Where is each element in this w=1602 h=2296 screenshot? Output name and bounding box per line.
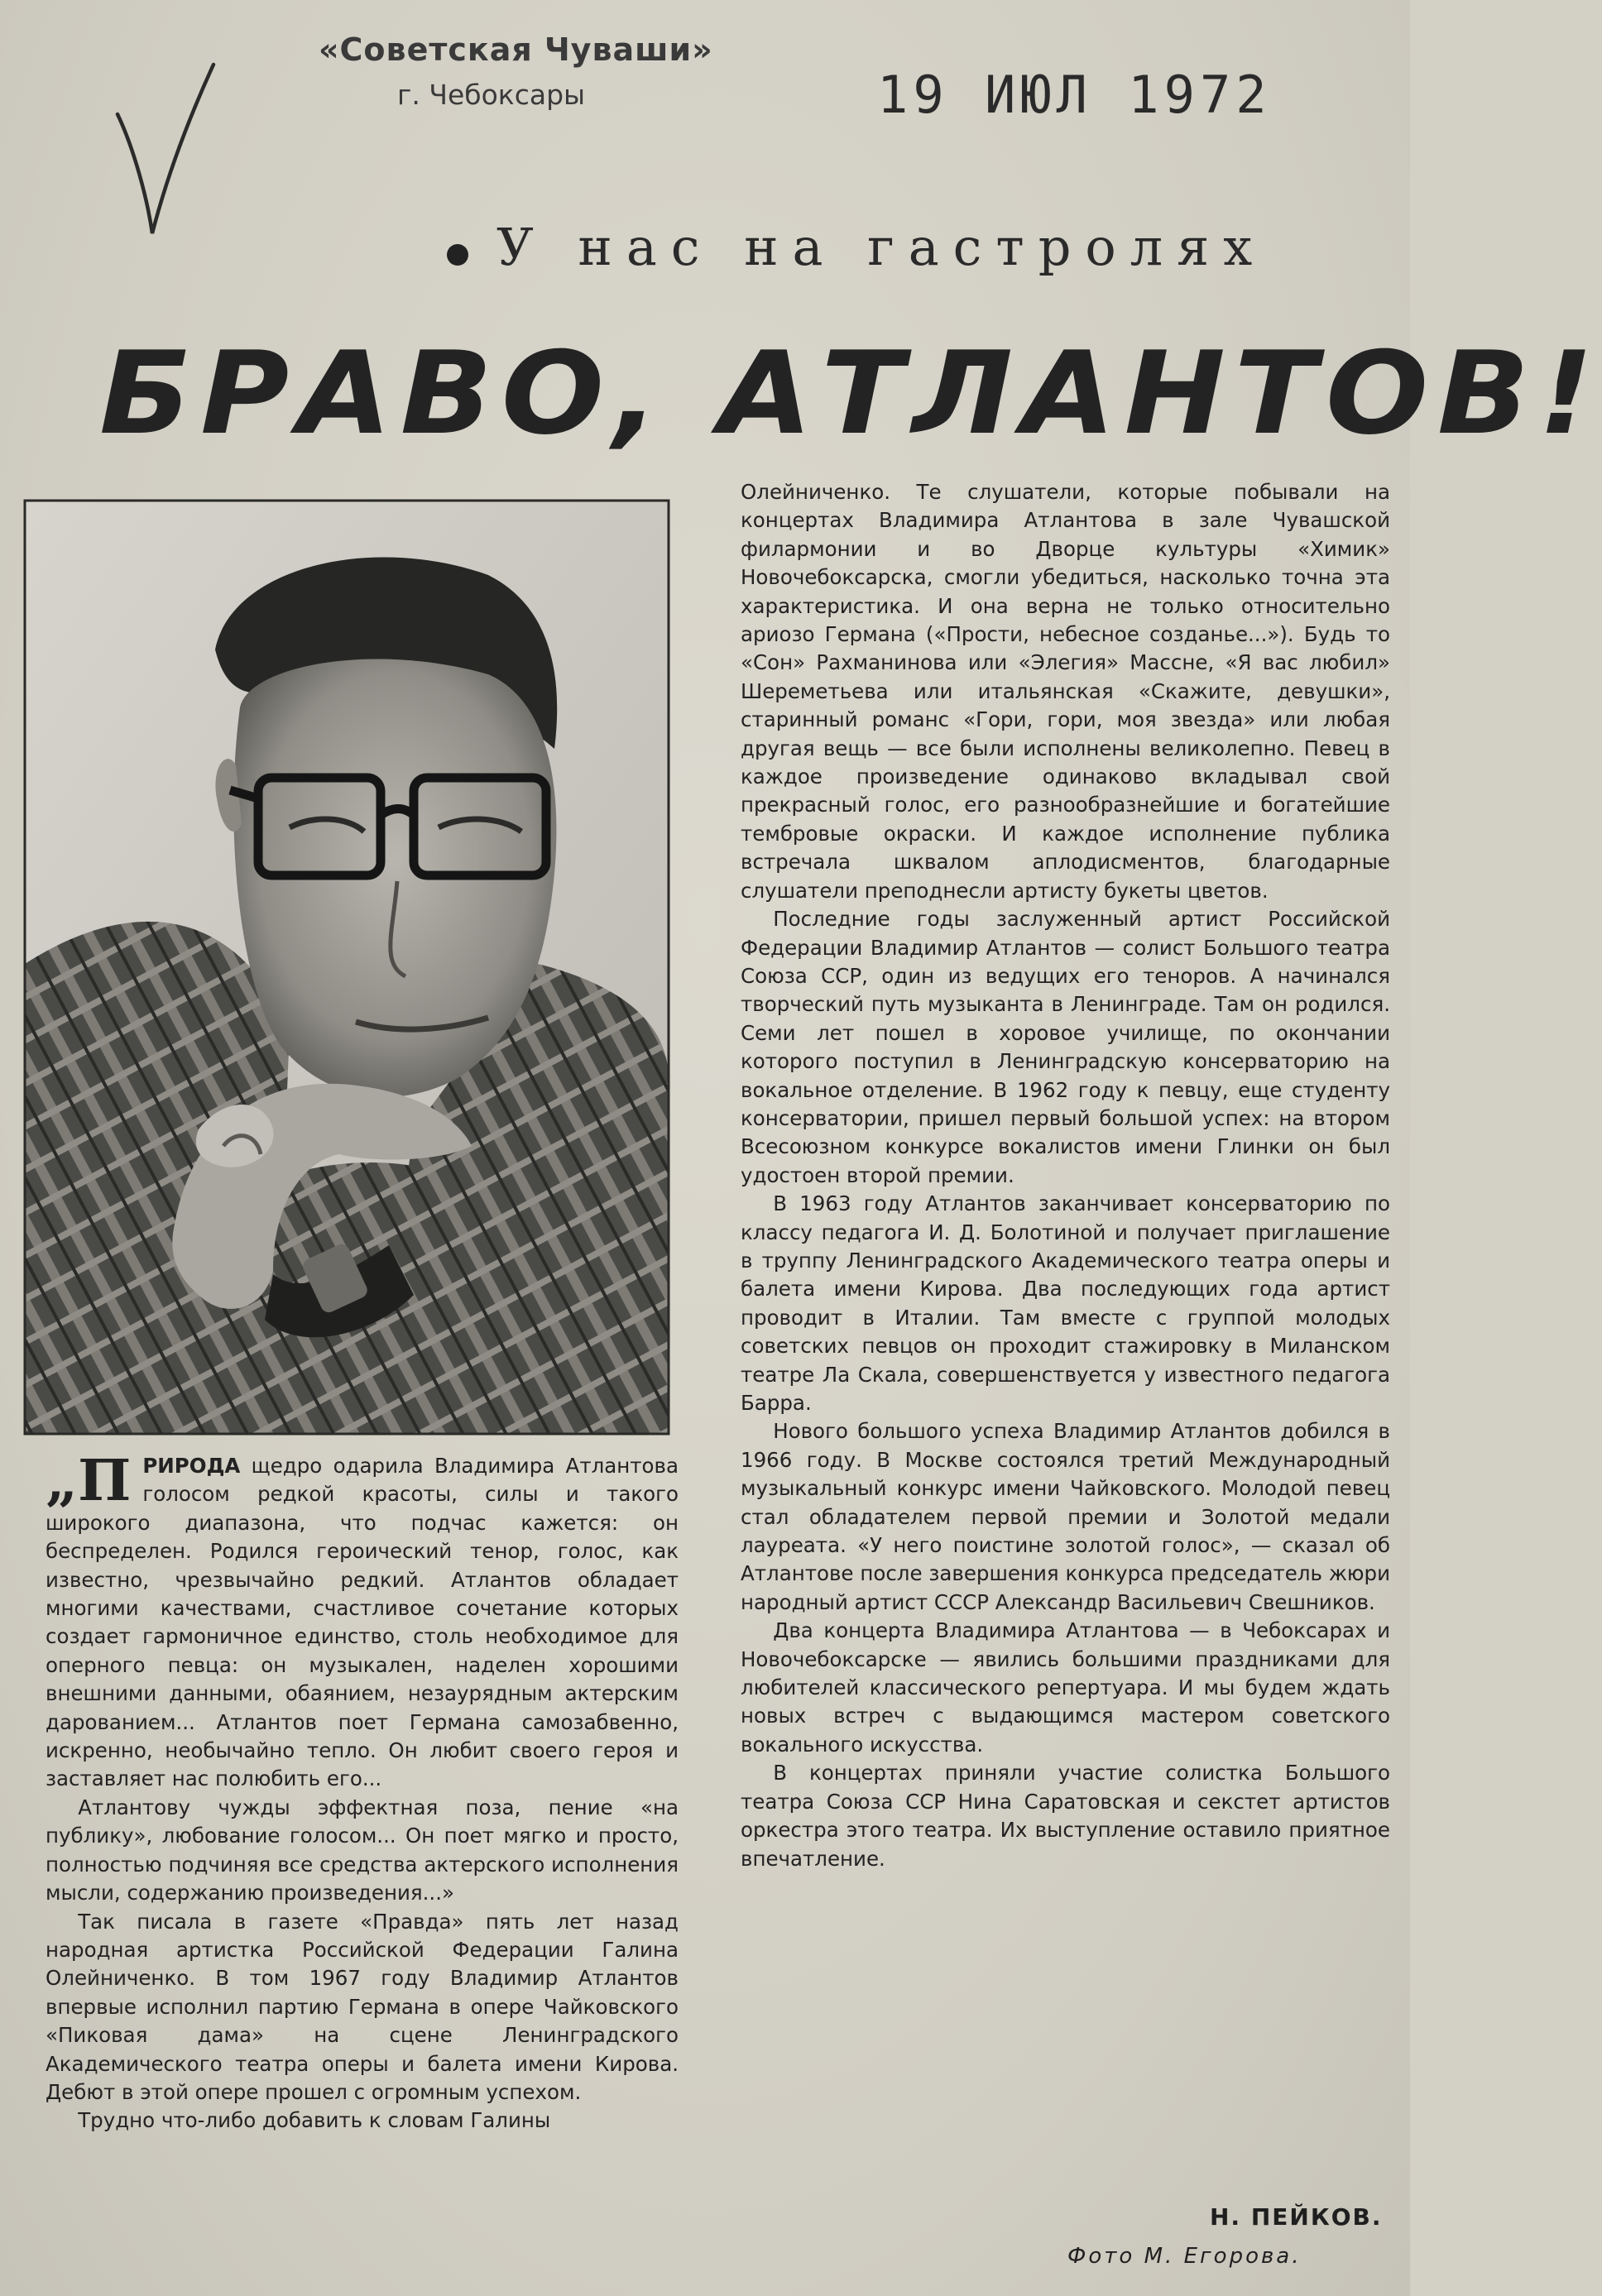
rubric: У нас на гастролях (496, 217, 1267, 277)
paragraph: Так писала в газете «Правда» пять лет назад народная артистка Российской Федерации Галина Олейниченко. В том 1967 году Владимир Атлантов впервые исполнил партию Германа в опере Чайковского «Пиковая дама» на сцене Ленинградского Академического театра оперы и балета имени Кирова. Дебют в этой опере прошел с огромным успехом. (46, 1909, 679, 2104)
paragraph: Атлантову чужды эффектная поза, пение «на публику», любование голосом... Он поет мягко и просто, полностью подчиняя все средства актерского исполнения мысли, содержанию произведения...» (46, 1795, 679, 1905)
paragraph-lead (46, 1448, 679, 1794)
paragraph: Нового большого успеха Владимир Атлантов добился в 1966 году. В Москве состоялся третий Международный музыкальный конкурс имени Чайковского. Молодой певец стал обладателем первой премии и Золотой медали лауреата. «У него поистине золотой голос», — сказал об Атлантове после завершения конкурса председатель жюри народный артист СССР Александр Васильевич Свешников. (741, 1419, 1390, 1614)
headline: БРАВО, АТЛАНТОВ! (99, 327, 1602, 460)
paragraph: В концертах приняли участие солистка Большого театра Союза ССР Нина Саратовская и секстет артистов оркестра этого театра. Их выступление оставило приятное впечатление. (741, 1761, 1390, 1871)
article-column-left (46, 1448, 679, 2135)
rubric-bullet-icon (447, 244, 468, 266)
paragraph: Олейниченко. Те слушатели, которые побывали на концертах Владимира Атлантова в зале Чувашской филармонии и во Дворце культуры «Химик» Новочебоксарска, смогли убедиться, насколько точна эта характеристика. И она верна не только относительно ариозо Германа («Прости, небесное созданье...»). Будь то «Сон» Рахманинова или «Элегия» Массне, «Я вас любил» Шереметьева или итальянская «Скажите, девушки», старинный романс «Гори, гори, моя звезда» или любая другая вещь — все были исполнены великолепно. Певец в каждое произведение одинаково вкладывал свой прекрасный голос, его разнообразнейшие и богатейшие тембровые окраски. И каждое исполнение публика встречала шквалом аплодисментов, благодарные слушатели преподнесли артисту букеты цветов. (741, 480, 1390, 903)
lead-word: РИРОДА (142, 1454, 241, 1478)
drop-cap: „П (46, 1448, 132, 1514)
paragraph: Последние годы заслуженный артист Российской Федерации Владимир Атлантов — солист Большого театра Союза ССР, один из ведущих его теноров. А начинался творческий путь музыканта в Ленинграде. Там он родился. Семи лет пошел в хоровое училище, по окончании которого поступил в Ленинградскую консерваторию на вокальное отделение. В 1962 году к певцу, еще студенту консерватории, пришел первый большой успех: на втором Всесоюзном конкурсе вокалистов имени Глинки он был удостоен второй премии. (741, 907, 1390, 1187)
newspaper-city: г. Чебоксары (397, 79, 586, 111)
date-stamp: 19 ИЮЛ 1972 (877, 65, 1272, 125)
paragraph: В 1963 году Атлантов заканчивает консерваторию по классу педагога И. Д. Болотиной и получает приглашение в труппу Ленинградского Академического театра оперы и балета имени Кирова. Два последующих года артист проводит в Италии. Там вместе с группой молодых советских певцов он проходит стажировку в Миланском театре Ла Скала, совершенствуется у известного педагога Барра. (741, 1191, 1390, 1415)
portrait-photo (25, 501, 669, 1434)
handwritten-checkmark (99, 58, 223, 248)
author-signature: Н. ПЕЙКОВ. (1210, 2203, 1383, 2231)
article-column-right (741, 478, 1390, 1873)
paragraph: Два концерта Владимира Атлантова — в Чебоксарах и Новочебоксарске — явились большими праздниками для любителей классического репертуара. И мы будем ждать новых встреч с выдающимся мастером советского вокального искусства. (741, 1618, 1390, 1757)
lead-paragraph-text: щедро одарила Владимира Атлантова голосом редкой красоты, силы и такого широкого диапазона, что подчас кажется: он беспределен. Родился героический тенор, голос, как известно, чрезвычайно редкий. Атлантов обладает многими качествами, счастливое сочетание которых создает гармоничное единство, столь необходимое для оперного певца: он музыкален, наделен хорошими внешними данными, обаянием, незаурядным актерским дарованием... Атлантов поет Германа самозабвенно, искренно, необычайно тепло. Он любит своего героя и заставляет нас полюбить его... (46, 1454, 679, 1791)
newspaper-name: «Советская Чуваши» (319, 31, 713, 68)
photo-credit: Фото М. Егорова. (1067, 2244, 1302, 2269)
paragraph: Трудно что-либо добавить к словам Галины (78, 2108, 551, 2133)
